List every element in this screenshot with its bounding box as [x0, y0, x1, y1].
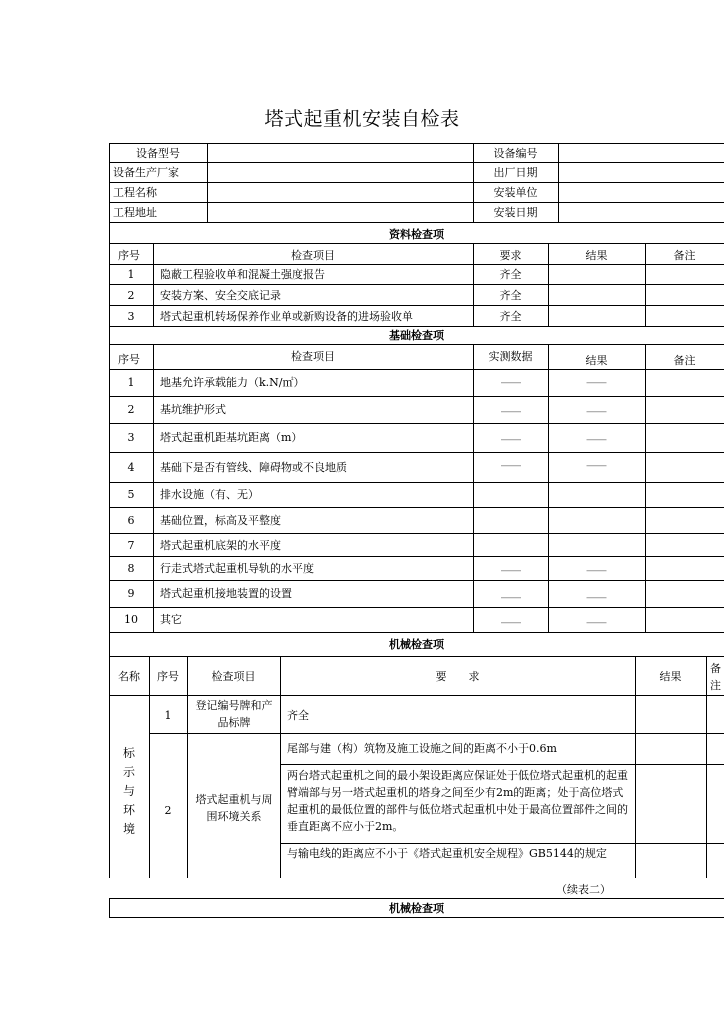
row-result-dash: ——	[586, 405, 606, 418]
row-req: 尾部与建（构）筑物及施工设施之间的距离不小于0.6m	[287, 742, 557, 755]
form-line	[548, 344, 549, 632]
header-name: 名称	[118, 670, 140, 683]
continued-label: （续表二）	[556, 883, 611, 896]
row-item: 安装方案、安全交底记录	[160, 289, 281, 302]
form-line	[109, 533, 724, 534]
group-name: 标示与环境	[123, 746, 136, 836]
form-line	[109, 202, 724, 203]
label-number: 设备编号	[493, 147, 538, 160]
row-data-dash: ——	[500, 405, 521, 418]
form-line	[149, 656, 150, 878]
row-item: 基础位置，标高及平整度	[160, 514, 281, 527]
row-result-dash: ——	[586, 616, 606, 629]
form-line	[280, 656, 281, 878]
row-no: 6	[127, 514, 135, 527]
form-line	[109, 305, 724, 306]
header-no: 序号	[118, 249, 140, 262]
form-line	[109, 482, 724, 483]
section-title-mechanical: 机械检查项	[389, 638, 444, 651]
section-title-mechanical-2: 机械检查项	[389, 902, 444, 915]
form-line	[109, 898, 724, 899]
row-item: 塔式起重机接地装置的设置	[160, 587, 292, 600]
form-line	[109, 556, 724, 557]
label-date: 出厂日期	[493, 166, 538, 179]
row-item: 登记编号牌和产品标牌	[195, 699, 273, 729]
form-line	[109, 632, 724, 633]
form-line	[109, 607, 724, 608]
label-model: 设备型号	[136, 147, 180, 160]
form-line	[280, 764, 724, 765]
row-item: 塔式起重机与周围环境关系	[195, 793, 273, 823]
row-no: 2	[164, 804, 172, 817]
form-line	[706, 656, 707, 878]
label-manufacturer: 设备生产厂家	[113, 166, 179, 179]
form-line	[109, 284, 724, 285]
row-item: 行走式塔式起重机导轨的水平度	[160, 562, 314, 575]
row-no: 9	[127, 587, 135, 600]
row-data-dash: ——	[500, 376, 521, 389]
section-title-foundation: 基础检查项	[389, 329, 444, 342]
form-line	[109, 162, 724, 163]
header-note: 备注	[673, 249, 696, 262]
header-item: 检查项目	[211, 670, 256, 683]
row-no: 3	[127, 431, 135, 444]
header-result: 结果	[659, 670, 682, 683]
row-no: 1	[164, 709, 172, 722]
header-item: 检查项目	[291, 249, 335, 262]
row-req: 齐全	[499, 310, 522, 323]
form-line	[109, 369, 724, 370]
header-note: 备注	[710, 662, 721, 692]
row-item: 地基允许承载能力（k.N/㎡）	[160, 376, 305, 389]
row-item: 基坑维护形式	[160, 403, 226, 416]
row-no: 2	[127, 289, 135, 302]
form-line	[635, 656, 636, 878]
row-result-dash: ——	[586, 564, 606, 577]
row-item: 其它	[160, 613, 182, 626]
form-line	[187, 656, 188, 878]
row-data-dash: ——	[500, 564, 521, 577]
row-item: 塔式起重机距基坑距离（m）	[160, 431, 303, 444]
header-no: 序号	[157, 670, 179, 683]
form-line	[149, 733, 724, 734]
row-data-dash: ——	[500, 459, 521, 472]
row-no: 5	[127, 488, 135, 501]
form-line	[645, 344, 646, 632]
row-result-dash: ——	[586, 459, 606, 472]
form-line	[109, 182, 724, 183]
row-req: 齐全	[287, 709, 309, 722]
header-no: 序号	[118, 353, 140, 366]
form-line	[109, 264, 724, 265]
form-line	[109, 326, 724, 327]
form-line	[109, 580, 724, 581]
row-result-dash: ——	[586, 376, 606, 389]
form-line	[109, 452, 724, 453]
row-no: 8	[127, 562, 135, 575]
header-req: 要求	[499, 249, 522, 262]
header-data: 实测数据	[488, 350, 533, 363]
row-item: 排水设施（有、无）	[160, 488, 259, 501]
header-result: 结果	[585, 249, 608, 262]
row-data-dash: ——	[500, 591, 521, 604]
form-line	[109, 656, 724, 657]
row-req: 齐全	[499, 289, 522, 302]
form-line	[109, 396, 724, 397]
row-result-dash: ——	[586, 433, 606, 446]
row-item: 隐蔽工程验收单和混凝土强度报告	[160, 268, 325, 281]
page-title: 塔式起重机安装自检表	[264, 108, 460, 130]
form-line	[109, 344, 724, 345]
row-req: 两台塔式起重机之间的最小架设距离应保证处于低位塔式起重机的起重臂端部与另一塔式起重机的塔身之间至少有2m的距离；处于高位塔式起重机的最低位置的部件与低位塔式起重机中处于最高位置部件之间的垂直距离不应小于2m。	[287, 769, 628, 833]
form-line	[109, 143, 110, 878]
label-address: 工程地址	[113, 206, 157, 219]
label-project: 工程名称	[113, 186, 157, 199]
header-result: 结果	[585, 354, 608, 367]
form-line	[109, 695, 724, 696]
row-req: 齐全	[499, 268, 522, 281]
section-title-docs: 资料检查项	[389, 228, 444, 241]
row-no: 1	[127, 268, 135, 281]
row-item: 基础下是否有管线、障碍物或不良地质	[160, 461, 347, 474]
header-item: 检查项目	[291, 350, 335, 363]
row-no: 1	[127, 376, 135, 389]
header-req: 要 求	[435, 670, 480, 683]
row-data-dash: ——	[500, 433, 521, 446]
form-line	[280, 843, 724, 844]
row-req: 与输电线的距离应不小于《塔式起重机安全规程》GB5144的规定	[287, 847, 607, 860]
form-line	[109, 423, 724, 424]
row-no: 4	[127, 461, 135, 474]
row-data-dash: ——	[500, 616, 521, 629]
row-no: 7	[127, 539, 135, 552]
row-item: 塔式起重机转场保养作业单或新购设备的进场验收单	[160, 310, 413, 323]
label-unit: 安装单位	[493, 186, 538, 199]
form-line	[109, 143, 724, 144]
row-no: 2	[127, 403, 135, 416]
form-line	[558, 143, 559, 222]
form-line	[153, 344, 154, 632]
form-line	[109, 243, 724, 244]
form-line	[109, 917, 724, 918]
label-install-date: 安装日期	[493, 206, 538, 219]
form-line	[109, 222, 724, 223]
form-line	[207, 143, 208, 222]
row-result-dash: ——	[586, 591, 606, 604]
row-no: 3	[127, 310, 135, 323]
header-note: 备注	[673, 354, 696, 367]
form-line	[109, 507, 724, 508]
row-item: 塔式起重机底架的水平度	[160, 539, 281, 552]
row-no: 10	[124, 613, 138, 626]
